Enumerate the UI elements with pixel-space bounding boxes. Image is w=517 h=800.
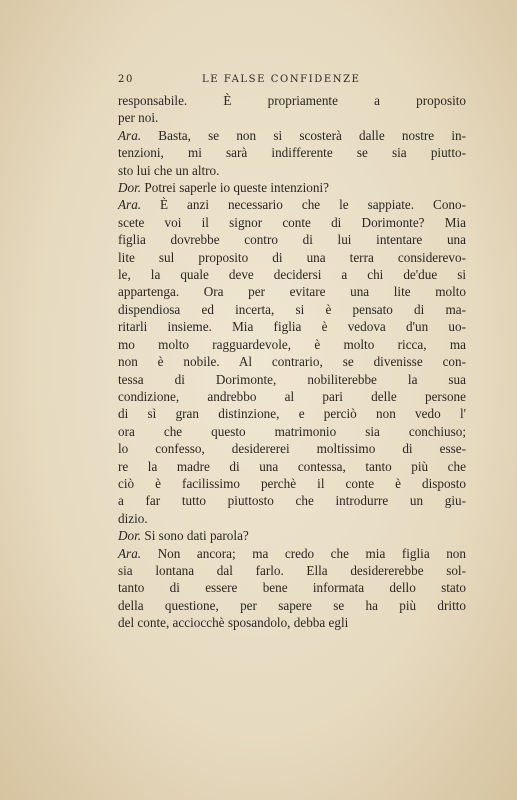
text-line xyxy=(118,283,466,300)
line-text: lo confesso, desidererei moltissimo di esse- xyxy=(118,441,466,457)
text-line xyxy=(118,92,466,109)
line-text: ora che questo matrimonio sia conchiuso; xyxy=(118,423,466,439)
line-text: È anzi necessario che le sappiate. Cono- xyxy=(141,197,466,213)
speaker-label: Dor. xyxy=(118,180,142,196)
line-text: tanto di essere bene informata dello stato xyxy=(118,580,466,596)
text-line xyxy=(118,405,466,422)
line-text: sto lui che un altro. xyxy=(118,162,220,178)
line-text: a far tutto piuttosto che introdurre un giu- xyxy=(118,493,466,509)
line-text: sia lontana dal farlo. Ella desidererebbe sol- xyxy=(118,562,466,578)
line-text: scete voi il signor conte di Dorimonte? Mia xyxy=(118,214,466,230)
text-line xyxy=(118,127,466,144)
text-line xyxy=(118,179,466,196)
speaker-label: Dor. xyxy=(118,528,142,544)
text-line xyxy=(118,214,466,231)
line-text: non è nobile. Al contrario, se divenisse con- xyxy=(118,354,466,370)
line-text: Non ancora; ma credo che mia figlia non xyxy=(141,545,466,561)
line-text: figlia dovrebbe contro di lui intentare una xyxy=(118,232,466,248)
line-text: della questione, per sapere se ha più dritto xyxy=(118,597,466,613)
text-line xyxy=(118,109,466,126)
text-line xyxy=(118,249,466,266)
text-line xyxy=(118,196,466,213)
text-line xyxy=(118,231,466,248)
line-text: ritarli insieme. Mia figlia è vedova d'un uo- xyxy=(118,319,466,335)
line-text: dispendiosa ed incerta, si è pensato di ma- xyxy=(118,301,466,317)
running-header xyxy=(118,74,466,90)
body-text xyxy=(118,92,466,632)
text-line xyxy=(118,475,466,492)
line-text: di sì gran distinzione, e perciò non vedo l' xyxy=(118,406,466,422)
text-line xyxy=(118,371,466,388)
text-line xyxy=(118,318,466,335)
line-text: Basta, se non si scosterà dalle nostre in- xyxy=(141,127,466,143)
text-line xyxy=(118,492,466,509)
line-text: ciò è facilissimo perchè il conte è disposto xyxy=(118,475,466,491)
line-text: per noi. xyxy=(118,110,159,126)
dialogue-paragraph xyxy=(118,545,466,632)
speaker-label: Ara. xyxy=(118,197,142,213)
speaker-label: Ara. xyxy=(118,127,142,143)
line-text: tessa di Dorimonte, nobiliterebbe la sua xyxy=(118,371,466,387)
page-number: 20 xyxy=(118,74,134,85)
text-line xyxy=(118,144,466,161)
text-line xyxy=(118,597,466,614)
speaker-label: Ara. xyxy=(118,545,142,561)
text-line xyxy=(118,579,466,596)
text-line xyxy=(118,336,466,353)
line-text: responsabile. È propriamente a proposito xyxy=(118,93,466,108)
line-text: tenzioni, mi sarà indifferente se sia piutto- xyxy=(118,145,466,161)
line-text: Potrei saperle io queste intenzioni? xyxy=(141,180,329,196)
line-text: le, la quale deve decidersi a chi de'due si xyxy=(118,267,466,283)
text-line xyxy=(118,388,466,405)
line-text: dizio. xyxy=(118,510,148,526)
text-line xyxy=(118,458,466,475)
line-text: re la madre di una contessa, tanto più che xyxy=(118,458,466,474)
line-text: del conte, acciocchè sposandolo, debba egli xyxy=(118,615,349,631)
line-text: lite sul proposito di una terra considerevo- xyxy=(118,249,466,265)
text-line xyxy=(118,162,466,179)
text-line xyxy=(118,423,466,440)
text-line xyxy=(118,562,466,579)
text-line xyxy=(118,353,466,370)
dialogue-paragraph xyxy=(118,196,466,527)
line-text: condizione, andrebbo al pari delle persone xyxy=(118,388,466,404)
line-text: Si sono dati parola? xyxy=(141,528,249,544)
text-line xyxy=(118,527,466,544)
line-text: appartenga. Ora per evitare una lite molto xyxy=(118,284,466,300)
text-line xyxy=(118,545,466,562)
text-line xyxy=(118,301,466,318)
line-text: mo molto ragguardevole, è molto ricca, ma xyxy=(118,336,466,352)
dialogue-paragraph xyxy=(118,92,466,127)
text-line xyxy=(118,510,466,527)
dialogue-paragraph xyxy=(118,127,466,179)
text-line xyxy=(118,266,466,283)
dialogue-paragraph xyxy=(118,527,466,544)
dialogue-paragraph xyxy=(118,179,466,196)
text-line xyxy=(118,614,466,631)
text-line xyxy=(118,440,466,457)
running-title: LE FALSE CONFIDENZE xyxy=(202,74,361,85)
